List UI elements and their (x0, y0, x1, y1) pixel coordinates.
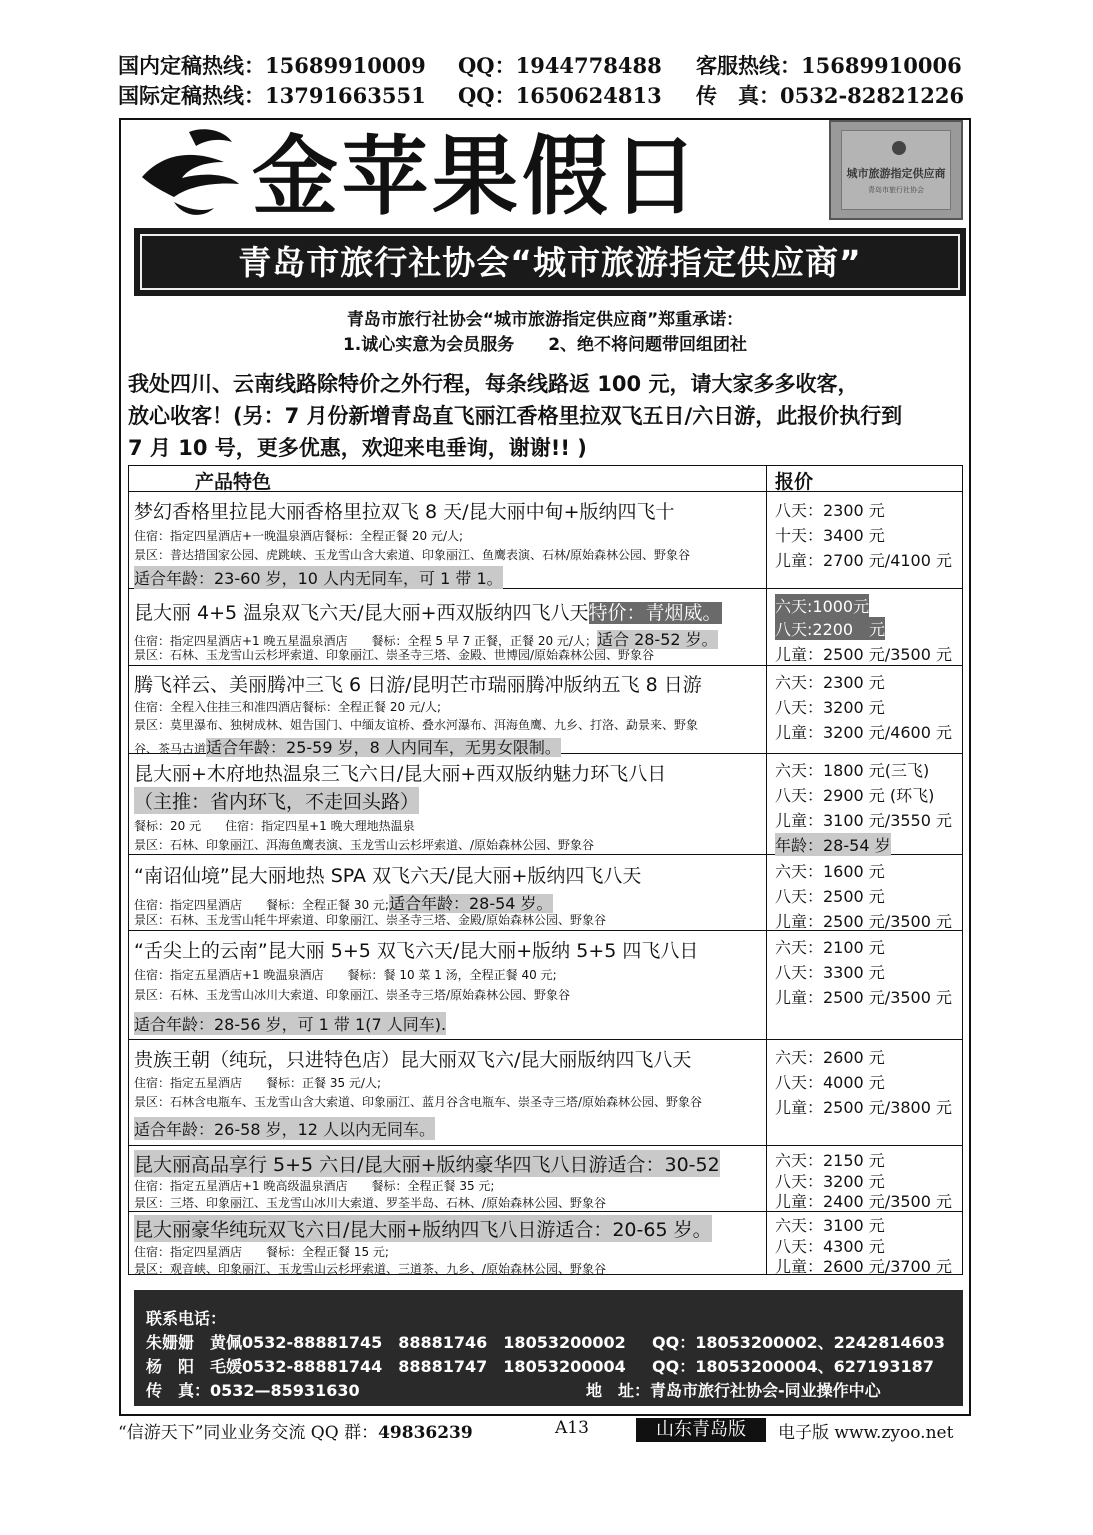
row-6-title: “舌尖上的云南”昆大丽 5+5 双飞六天/昆大丽+版纳 5+5 四飞八日 (134, 940, 699, 962)
service-hotline: 客服热线：15689910006 (696, 53, 962, 78)
row-2-price: 儿童：2500 元/3500 元 (775, 645, 953, 664)
contact-fax: 传 真：0532—85931630 (146, 1381, 360, 1400)
notice-line: 放心收客！(另：7 月份新增青岛直飞丽江香格里拉双飞五日/六日游，此报价执行到 (128, 404, 903, 428)
row-5-price: 六天：1600 元 (775, 862, 885, 881)
row-5-age: 适合年龄：28-54 岁。 (388, 894, 553, 913)
row-1-price: 儿童：2700 元/4100 元 (775, 551, 953, 570)
col-header-product: 产品特色 (195, 471, 272, 493)
row-5-price: 儿童：2500 元/3500 元 (775, 912, 953, 931)
row-4-subtitle: （主推：省内环飞，不走回头路） (134, 787, 419, 814)
row-6-price: 儿童：2500 元/3500 元 (775, 988, 953, 1007)
special-price-tag: 特价：青烟威。 (588, 602, 722, 624)
row-8-price: 六天：2150 元 (775, 1151, 885, 1170)
row-3-sights: 景区：莫里瀑布、独树成林、姐告国门、中缅友谊桥、叠水河瀑布、洱海鱼鹰、九乡、打洛、勐景来、野象 (134, 718, 699, 732)
certificate-sub: 青岛市旅行社协会 (868, 186, 924, 194)
footer-page: A13 (555, 1418, 589, 1438)
table-rule (128, 1145, 963, 1146)
qq-1: QQ：1944778488 (458, 53, 662, 78)
table-rule (128, 1039, 963, 1040)
row-3-stay: 住宿：全程入住挂三和准四酒店餐标：全程正餐 20 元/人; (134, 700, 441, 714)
certificate-inner (841, 130, 951, 210)
row-9-stay: 住宿：指定四星酒店 餐标：全程正餐 15 元; (134, 1245, 389, 1259)
contact-line-2: 杨 阳 毛媛0532-88881744 88881747 18053200004 (146, 1357, 626, 1376)
row-6-stay: 住宿：指定五星酒店+1 晚温泉酒店 餐标：餐 10 菜 1 汤，全程正餐 40 元; (134, 968, 557, 982)
notice (128, 368, 956, 464)
row-8-sights: 景区：三塔、印象丽江、玉龙雪山冰川大索道、罗荃半岛、石林、/原始森林公园、野象谷 (134, 1196, 607, 1210)
row-6-price: 六天：2100 元 (775, 938, 885, 957)
row-8-price: 儿童：2400 元/3500 元 (775, 1192, 953, 1211)
table-divider (766, 465, 767, 1275)
row-7-age: 适合年龄：26-58 岁，12 人以内无同车。 (134, 1117, 435, 1140)
row-3-age: 适合年龄：25-59 岁，8 人内同车，无男女限制。 (206, 738, 561, 757)
row-4-price: 六天：1800 元(三飞) (775, 761, 930, 780)
notice-line: 我处四川、云南线路除特价之外行程，每条线路返 100 元，请大家多多收客， (128, 372, 859, 396)
brand-name: 金苹果假日 (252, 127, 702, 220)
hotline-row-2 (118, 80, 978, 108)
footer-site: 电子版 www.zyoo.net (778, 1423, 954, 1443)
notice-line: 7 月 10 号，更多优惠，欢迎来电垂询，谢谢!! ) (128, 436, 587, 460)
row-7-price: 儿童：2500 元/3800 元 (775, 1098, 953, 1117)
certificate-plaque (829, 120, 963, 220)
row-5-stay: 住宿：指定四星酒店 餐标：全程正餐 30 元;适合年龄：28-54 岁。 (134, 894, 553, 913)
association-banner-text: 青岛市旅行社协会“城市旅游指定供应商” (238, 243, 862, 282)
association-banner (134, 228, 966, 296)
row-7-price: 八天：4000 元 (775, 1073, 885, 1092)
edition-badge: 山东青岛版 (636, 1418, 766, 1442)
contact-address: 地 址：青岛市旅行社协会-同业操作中心 (586, 1381, 881, 1400)
brand-banner (134, 122, 824, 220)
brand-logo-icon (134, 122, 824, 220)
row-9-price: 六天：3100 元 (775, 1216, 885, 1235)
row-4-age: 年龄：28-54 岁 (775, 833, 891, 856)
row-2-sights: 景区：石林、玉龙雪山云杉坪索道、印象丽江、崇圣寺三塔、金殿、世博园/原始森林公园、野象谷 (134, 648, 655, 662)
row-4-title: 昆大丽+木府地热温泉三飞六日/昆大丽+西双版纳魅力环飞八日 (134, 763, 667, 785)
row-2-stay: 住宿：指定四星酒店+1 晚五星温泉酒店 餐标：全程 5 早 7 正餐，正餐 20 元/人；适合 28-52 岁。 (134, 630, 718, 649)
intl-hotline: 国际定稿热线：13791663551 (118, 83, 426, 108)
row-2-title: 昆大丽 4+5 温泉双飞六天/昆大丽+西双版纳四飞八天特价：青烟威。 (134, 602, 722, 624)
row-6-price: 八天：3300 元 (775, 963, 885, 982)
contact-line-1: 朱姗姗 黄佩0532-88881745 88881746 18053200002 (146, 1333, 626, 1352)
row-2-price: 八天:2200 元 (775, 617, 885, 640)
contact-heading: 联系电话： (146, 1309, 227, 1328)
row-7-title: 贵族王朝（纯玩，只进特色店）昆大丽双飞六/昆大丽版纳四飞八天 (134, 1049, 692, 1071)
row-1-age: 适合年龄：23-60 岁，10 人内无同车，可 1 带 1。 (134, 566, 503, 589)
footer-qq-group: “信游天下”同业业务交流 QQ 群：49836239 (118, 1423, 473, 1443)
row-8-title: 昆大丽高品享行 5+5 六日/昆大丽+版纳豪华四飞八日游适合：30-52 (134, 1150, 720, 1177)
row-1-price: 八天：2300 元 (775, 501, 885, 520)
row-2-price: 六天:1000元 (775, 594, 869, 617)
row-5-price: 八天：2500 元 (775, 887, 885, 906)
row-4-stay: 餐标：20 元 住宿：指定四星+1 晚大理地热温泉 (134, 819, 415, 833)
row-5-title: “南诏仙境”昆大丽地热 SPA 双飞六天/昆大丽+版纳四飞八天 (134, 865, 642, 887)
row-6-sights: 景区：石林、玉龙雪山冰川大索道、印象丽江、崇圣寺三塔/原始森林公园、野象谷 (134, 988, 571, 1002)
row-7-sights: 景区：石林含电瓶车、玉龙雪山含大索道、印象丽江、蓝月谷含电瓶车、崇圣寺三塔/原始森林公园、野象谷 (134, 1095, 703, 1109)
row-9-sights: 景区：观音峡、印象丽江、玉龙雪山云杉坪索道、三道茶、九乡、/原始森林公园、野象谷 (134, 1262, 607, 1276)
row-7-stay: 住宿：指定五星酒店 餐标：正餐 35 元/人; (134, 1076, 381, 1090)
row-1-price: 十天：3400 元 (775, 526, 885, 545)
seal-icon (892, 141, 906, 155)
row-9-price: 八天：4300 元 (775, 1237, 885, 1256)
row-4-sights: 景区：石林、印象丽江、洱海鱼鹰表演、玉龙雪山云杉坪索道、/原始森林公园、野象谷 (134, 838, 595, 852)
contact-qq-1: QQ：18053200002、2242814603 (652, 1333, 945, 1352)
domestic-hotline: 国内定稿热线：15689910009 (118, 53, 426, 78)
row-1-sights: 景区：普达措国家公园、虎跳峡、玉龙雪山含大索道、印象丽江、鱼鹰表演、石林/原始森林公园、野象谷 (134, 548, 691, 562)
row-3-title: 腾飞祥云、美丽腾冲三飞 6 日游/昆明芒市瑞丽腾冲版纳五飞 8 日游 (134, 674, 702, 696)
row-2-age: 适合 28-52 岁。 (596, 630, 718, 649)
contact-box (134, 1290, 963, 1406)
col-header-price: 报价 (775, 471, 814, 493)
row-1-title: 梦幻香格里拉昆大丽香格里拉双飞 8 天/昆大丽中甸+版纳四飞十 (134, 501, 675, 523)
promise-heading: 青岛市旅行社协会“城市旅游指定供应商”郑重承诺： (346, 310, 744, 330)
row-4-price: 八天：2900 元 (环飞) (775, 786, 935, 805)
row-9-title: 昆大丽豪华纯玩双飞六日/昆大丽+版纳四飞八日游适合：20-65 岁。 (134, 1215, 712, 1242)
qq-2: QQ：1650624813 (458, 83, 662, 108)
row-3-price: 八天：3200 元 (775, 698, 885, 717)
row-5-sights: 景区：石林、玉龙雪山牦牛坪索道、印象丽江、崇圣寺三塔、金殿/原始森林公园、野象谷 (134, 913, 607, 927)
table-rule (128, 665, 963, 666)
row-9-price: 儿童：2600 元/3700 元 (775, 1257, 953, 1276)
row-1-stay: 住宿：指定四星酒店+一晚温泉酒店餐标：全程正餐 20 元/人; (134, 529, 464, 543)
certificate-title: 城市旅游指定供应商 (846, 167, 946, 180)
row-7-price: 六天：2600 元 (775, 1048, 885, 1067)
hotline-row-1 (118, 50, 978, 78)
row-8-price: 八天：3200 元 (775, 1172, 885, 1191)
row-3-sights-cont: 谷、茶马古道适合年龄：25-59 岁，8 人内同车，无男女限制。 (134, 738, 561, 757)
promise-items: 1.诚心实意为会员服务 2、绝不将问题带回组团社 (342, 335, 748, 355)
row-8-stay: 住宿：指定五星酒店+1 晚高级温泉酒店 餐标：全程正餐 35 元; (134, 1179, 495, 1193)
row-4-price: 儿童：3100 元/3550 元 (775, 811, 953, 830)
fax-line: 传 真：0532-82821226 (696, 83, 965, 108)
row-3-price: 儿童：3200 元/4600 元 (775, 723, 953, 742)
row-6-age: 适合年龄：28-56 岁，可 1 带 1(7 人同车). (134, 1012, 446, 1035)
contact-qq-2: QQ：18053200004、627193187 (652, 1357, 934, 1376)
row-3-price: 六天：2300 元 (775, 673, 885, 692)
